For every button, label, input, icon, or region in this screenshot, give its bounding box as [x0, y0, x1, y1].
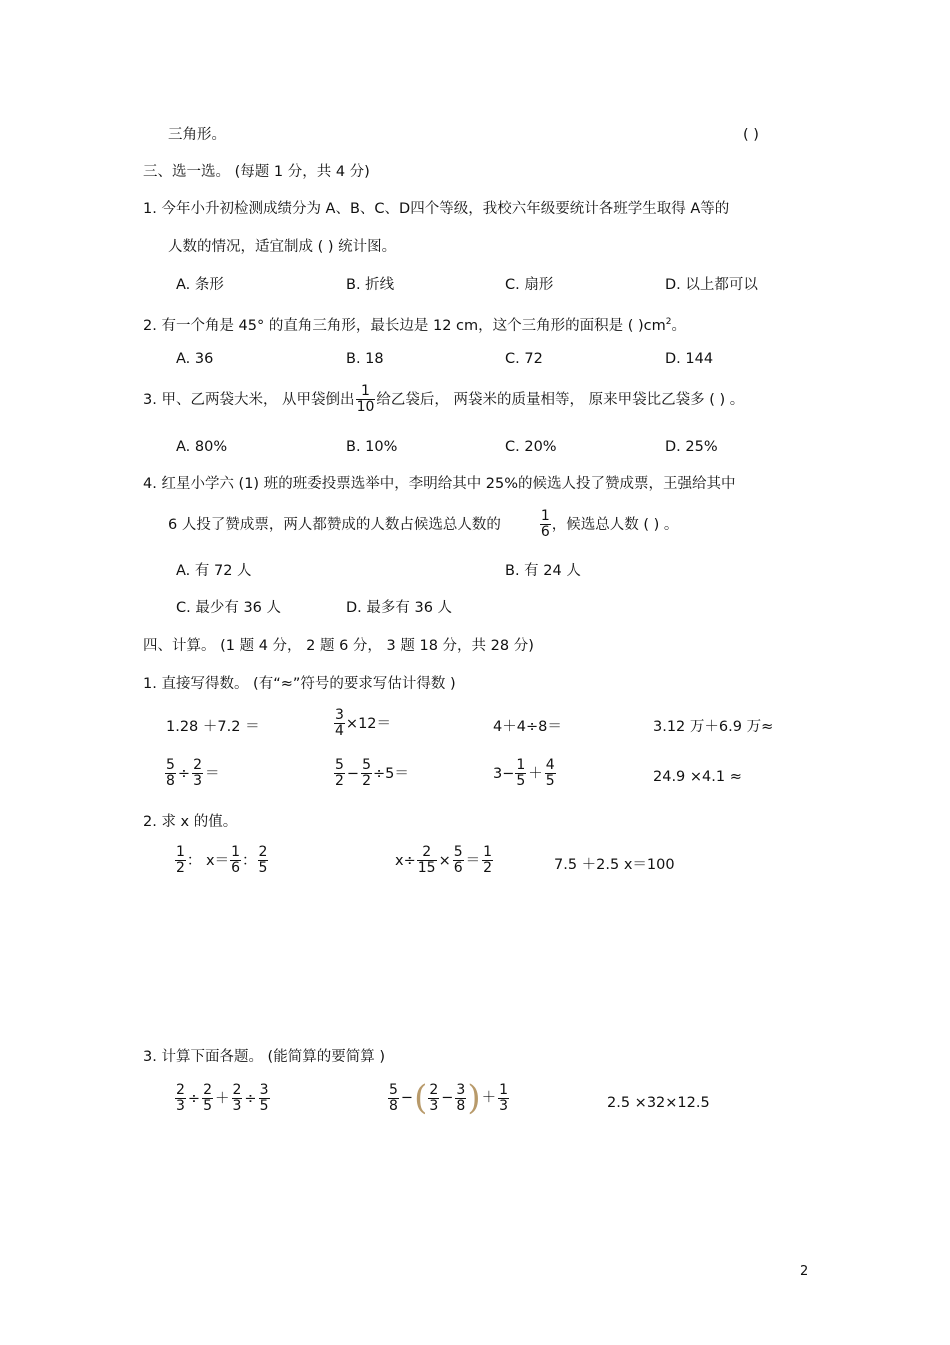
q2-option-c: C. 72	[505, 351, 543, 367]
q4-option-c: C. 最少有 36 人	[176, 600, 282, 616]
fraction-denominator: 3	[429, 1097, 439, 1114]
q4-option-d: D. 最多有 36 人	[346, 600, 453, 616]
fraction	[455, 1083, 466, 1114]
q1-option-a: A. 条形	[176, 277, 224, 293]
fraction-denominator: 5	[545, 773, 555, 789]
fraction	[388, 1083, 399, 1114]
p1-title: 1. 直接写得数。 (有“≈”符号的要求写估计得数 )	[143, 676, 456, 692]
left-paren: (	[414, 1078, 428, 1118]
operator: ×	[438, 852, 451, 869]
fraction-denominator: 5	[203, 1098, 212, 1114]
equals-sign: ＝	[205, 765, 220, 782]
fraction-numerator: 1	[483, 844, 493, 860]
p2-item-c: 7.5 ＋2.5 x＝100	[554, 857, 675, 873]
q1-option-d: D. 以上都可以	[665, 277, 758, 293]
fraction-numerator: 5	[335, 757, 344, 773]
fraction-numerator: 4	[545, 757, 555, 773]
fraction-numerator: 1	[361, 383, 370, 399]
fraction-denominator: 2	[483, 860, 493, 876]
equals-sign: ＝	[465, 852, 481, 869]
fraction	[258, 845, 269, 876]
section3-heading: 三、选一选。 (每题 1 分，共 4 分)	[143, 164, 370, 180]
fraction	[165, 758, 176, 789]
operator: ÷	[244, 1090, 257, 1107]
fraction-denominator: 8	[166, 773, 175, 789]
section4-heading: 四、计算。 (1 题 4 分， 2 题 6 分， 3 题 18 分，共 28 分)	[143, 638, 534, 654]
operator: ＋	[528, 765, 543, 782]
fraction	[482, 845, 493, 876]
fraction-denominator: 5	[258, 860, 268, 876]
fraction-numerator: 5	[389, 1081, 398, 1098]
fraction	[259, 1083, 270, 1114]
fraction-numerator: 2	[422, 844, 432, 860]
continued-text: 三角形。	[168, 127, 226, 143]
q3-post: 给乙袋后， 两袋米的质量相等， 原来甲袋比乙袋多 ( ) 。	[376, 391, 745, 408]
fraction-numerator: 2	[193, 757, 202, 773]
fraction	[515, 758, 526, 789]
q3-line	[143, 384, 744, 415]
fraction	[175, 845, 186, 876]
q3-option-b: B. 10%	[346, 439, 398, 455]
q2-end: 。	[671, 317, 686, 334]
right-paren: )	[467, 1078, 481, 1118]
fraction-denominator: 3	[499, 1097, 509, 1114]
fraction-denominator: 8	[456, 1097, 466, 1114]
fraction-denominator: 10	[356, 399, 375, 415]
answer-paren: ( )	[743, 127, 759, 143]
q1-option-c: C. 扇形	[505, 277, 554, 293]
q3-pre: 3. 甲、乙两袋大米， 从甲袋倒出	[143, 391, 355, 408]
q4-line2-pre: 6 人投了赞成票，两人都赞成的人数占候选总人数的	[168, 516, 501, 533]
p2-item-a-mid2: ：	[242, 852, 257, 869]
p1-item-g-head: 3−	[493, 765, 515, 782]
fraction-denominator: 4	[335, 723, 344, 739]
operator: ÷	[187, 1090, 201, 1107]
fraction	[417, 845, 437, 876]
p1-item-d: 3.12 万＋6.9 万≈	[653, 719, 774, 735]
p2-item-a-mid: ： x＝	[186, 852, 230, 869]
p3-item-a	[174, 1083, 271, 1114]
p3-item-b	[387, 1078, 510, 1118]
fraction	[453, 845, 464, 876]
fraction-numerator: 2	[429, 1081, 439, 1098]
fraction-numerator: 5	[166, 757, 175, 773]
p3-title: 3. 计算下面各题。 (能简算的要简算 )	[143, 1049, 385, 1065]
p1-item-g	[493, 758, 557, 789]
fraction	[175, 1083, 186, 1114]
fraction-numerator: 1	[540, 508, 550, 524]
fraction	[192, 758, 203, 789]
q1-line1: 1. 今年小升初检测成绩分为 A、B、C、D四个等级，我校六年级要统计各班学生取得 A等的	[143, 201, 730, 217]
q4-fraction	[540, 509, 551, 540]
q3-option-a: A. 80%	[176, 439, 228, 455]
fraction	[334, 708, 345, 739]
fraction-denominator: 2	[335, 773, 344, 789]
fraction-denominator: 2	[176, 860, 185, 876]
fraction	[361, 758, 372, 789]
q4-line1: 4. 红星小学六 (1) 班的班委投票选举中，李明给其中 25%的候选人投了赞成票，王强给其中	[143, 476, 736, 492]
q2-option-a: A. 36	[176, 351, 214, 367]
q3-option-c: C. 20%	[505, 439, 557, 455]
fraction-denominator: 2	[362, 773, 371, 789]
p1-item-c: 4＋4÷8＝	[493, 719, 562, 735]
fraction-numerator: 3	[456, 1081, 466, 1098]
operator: ÷	[177, 765, 191, 782]
q2-option-d: D. 144	[665, 351, 714, 367]
fraction-denominator: 3	[193, 773, 202, 789]
p1-item-f	[333, 758, 409, 789]
fraction	[498, 1083, 509, 1114]
fraction-numerator: 2	[258, 844, 268, 860]
fraction	[334, 758, 345, 789]
fraction-numerator: 1	[516, 757, 526, 773]
fraction	[202, 1083, 213, 1114]
p2-title: 2. 求 x 的值。	[143, 814, 238, 830]
q1-option-b: B. 折线	[346, 277, 395, 293]
fraction-denominator: 3	[232, 1098, 242, 1114]
fraction-denominator: 6	[540, 524, 550, 540]
fraction	[232, 1083, 243, 1114]
fraction-numerator: 2	[176, 1082, 185, 1098]
q1-line2: 人数的情况，适宜制成 ( ) 统计图。	[168, 239, 397, 255]
fraction	[428, 1083, 439, 1114]
fraction	[230, 845, 241, 876]
q3-fraction	[356, 384, 376, 415]
page-number: 2	[800, 1264, 809, 1279]
fraction-numerator: 5	[453, 844, 463, 860]
fraction-numerator: 5	[362, 757, 371, 773]
fraction-numerator: 1	[499, 1081, 509, 1098]
operator: −	[400, 1090, 414, 1106]
q2-sup: 2	[665, 317, 672, 327]
q4-line2	[168, 509, 678, 540]
fraction-numerator: 3	[259, 1082, 269, 1098]
q2-option-b: B. 18	[346, 351, 384, 367]
fraction-denominator: 5	[259, 1098, 269, 1114]
q2-line	[143, 312, 686, 336]
fraction-denominator: 8	[389, 1097, 398, 1114]
p1-item-h: 24.9 ×4.1 ≈	[653, 769, 742, 785]
fraction-denominator: 6	[231, 860, 241, 876]
operator: −	[346, 765, 360, 782]
q4-option-a: A. 有 72 人	[176, 563, 252, 579]
fraction	[545, 758, 556, 789]
fraction-numerator: 3	[335, 707, 344, 723]
operator: ＋	[481, 1090, 497, 1106]
fraction-numerator: 2	[232, 1082, 242, 1098]
p1-item-e	[164, 758, 221, 789]
fraction-numerator: 1	[231, 844, 241, 860]
p2-item-b	[395, 845, 494, 876]
p3-item-c: 2.5 ×32×12.5	[607, 1095, 710, 1111]
fraction-denominator: 15	[417, 860, 436, 876]
p2-item-b-head: x÷	[395, 852, 416, 869]
fraction-denominator: 5	[516, 773, 526, 789]
p1-item-b	[333, 708, 391, 739]
p1-item-f-tail: ÷5＝	[373, 765, 409, 782]
p2-item-a	[174, 845, 269, 876]
q4-line2-post: ，候选总人数 ( ) 。	[551, 516, 679, 533]
operator: ＋	[215, 1090, 230, 1107]
fraction-numerator: 2	[203, 1082, 212, 1098]
q3-option-d: D. 25%	[665, 439, 718, 455]
fraction-denominator: 6	[453, 860, 463, 876]
q4-option-b: B. 有 24 人	[505, 563, 581, 579]
operator: −	[441, 1090, 454, 1106]
p1-item-b-tail: ×12＝	[345, 715, 392, 732]
p1-item-a: 1.28 ＋7.2 ＝	[166, 719, 260, 735]
fraction-numerator: 1	[176, 844, 185, 860]
q2-text: 2. 有一个角是 45° 的直角三角形，最长边是 12 cm，这个三角形的面积是 ( )cm	[143, 317, 666, 334]
fraction-denominator: 3	[176, 1098, 185, 1114]
